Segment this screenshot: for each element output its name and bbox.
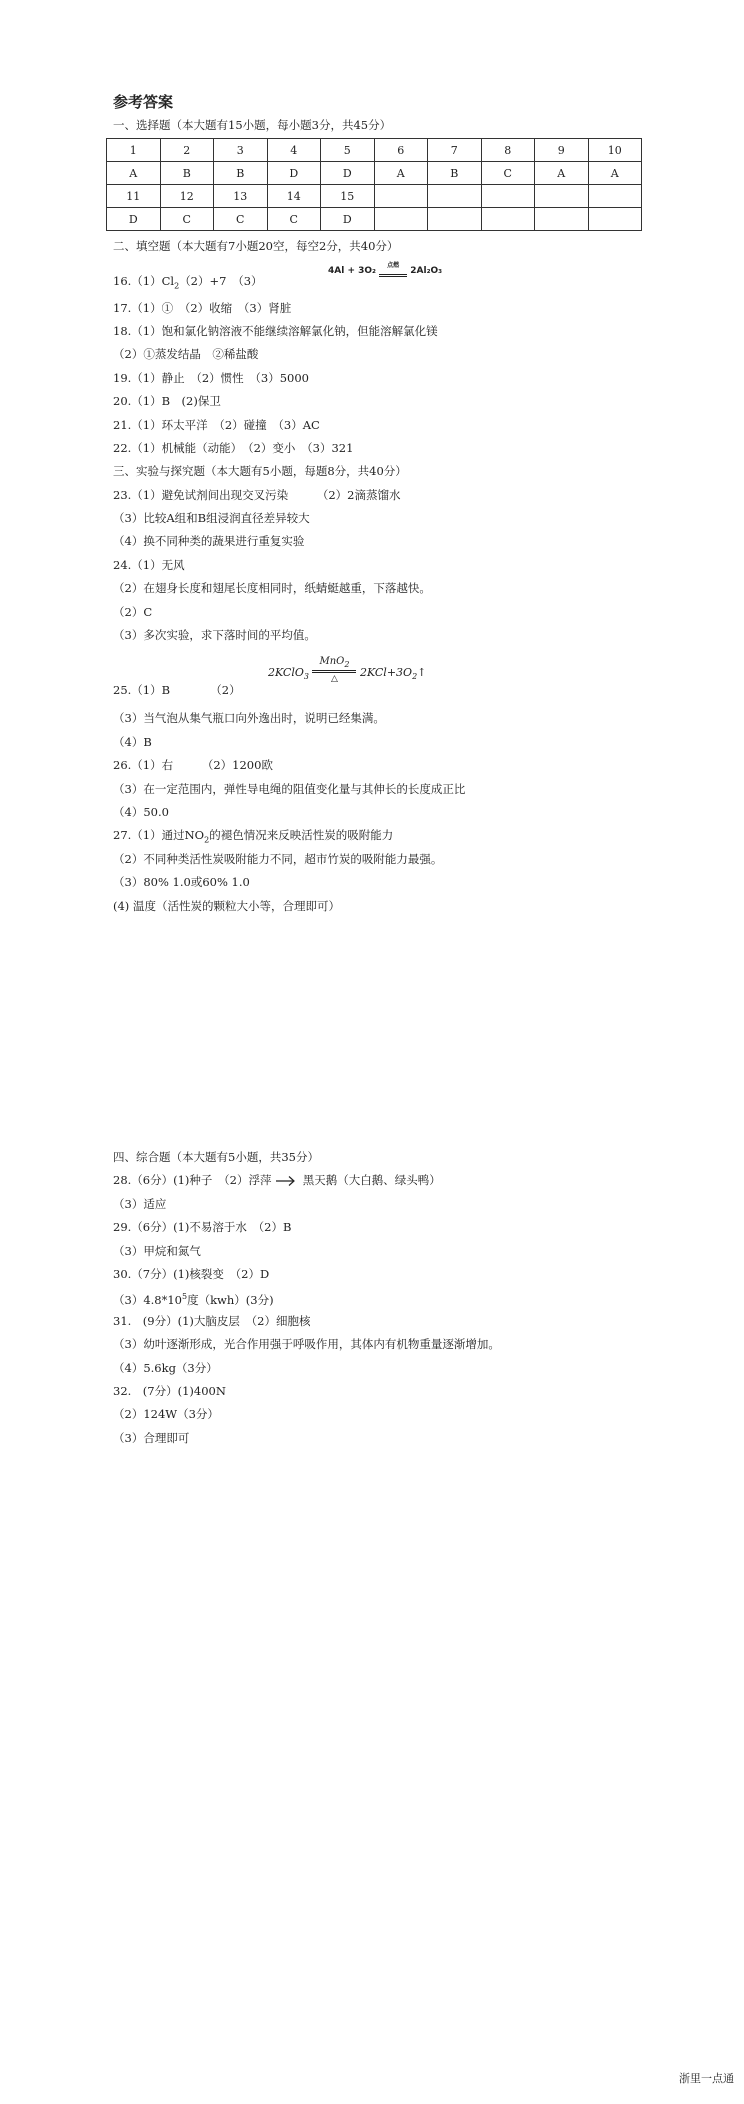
arrow-icon: [275, 1175, 299, 1191]
page-title: 参考答案: [113, 93, 174, 111]
table-row: [107, 139, 642, 162]
table-cell: A: [588, 162, 642, 185]
table-cell: 3: [214, 139, 268, 162]
footer-watermark: 浙里一点通: [679, 2072, 734, 2085]
table-cell: [535, 208, 589, 231]
answer-q18: 18.（1）饱和氯化钠溶液不能继续溶解氯化钠，但能溶解氯化镁: [113, 324, 438, 338]
table-cell: A: [374, 162, 428, 185]
answer-q25-part4: （4）B: [113, 735, 152, 749]
table-cell: A: [535, 162, 589, 185]
answer-q23-part4: （4）换不同种类的蔬果进行重复实验: [113, 534, 305, 548]
answer-q25: 25.（1）B （2）: [113, 683, 241, 697]
table-cell: A: [107, 162, 161, 185]
section-heading-experiment: 三、实验与探究题（本大题有5小题，每题8分，共40分）: [113, 464, 407, 478]
answer-q23-part3: （3）比较A组和B组浸润直径差异较大: [113, 511, 310, 525]
table-cell: C: [160, 208, 214, 231]
answer-q32: 32. (7分）(1)400N: [113, 1384, 226, 1398]
answer-q32-part2: （2）124W（3分）: [113, 1407, 219, 1421]
table-cell: D: [321, 208, 375, 231]
table-cell: C: [267, 208, 321, 231]
answer-q16: $16.(1)Cl_2(2)+7$ （3）: [113, 274, 263, 291]
answer-q27: 27.（1）通过$NO_2$的褪色情况来反映活性炭的吸附能力: [113, 828, 394, 845]
section-heading-fill: 二、填空题（本大题有7小题20空，每空2分，共40分）: [113, 239, 399, 253]
answer-q29-part3: （3）甲烷和氮气: [113, 1244, 201, 1258]
table-cell: 14: [267, 185, 321, 208]
table-cell: [481, 208, 535, 231]
table-cell: 15: [321, 185, 375, 208]
table-cell: 13: [214, 185, 268, 208]
table-cell: B: [214, 162, 268, 185]
answer-q28: 28.（6分）(1)种子 （2）浮萍 黑天鹅（大白鹅、绿头鸭）: [113, 1172, 441, 1188]
answer-q24-part2: （2）在翅身长度和翅尾长度相同时，纸蜻蜓越重，下落越快。: [113, 581, 431, 595]
table-cell: [588, 185, 642, 208]
answer-q31-part4: （4）5.6kg（3分）: [113, 1361, 218, 1375]
answer-q21: 21.（1）环太平洋 （2）碰撞 （3）AC: [113, 418, 320, 432]
table-cell: 8: [481, 139, 535, 162]
table-cell: 4: [267, 139, 321, 162]
section-heading-comprehensive: 四、综合题（本大题有5小题，共35分）: [113, 1150, 319, 1164]
table-row: [107, 185, 642, 208]
answer-q18-part2: （2）①蒸发结晶 ②稀盐酸: [113, 347, 259, 361]
answer-q31-part3: （3）幼叶逐渐形成，光合作用强于呼吸作用，其体内有机物重量逐渐增加。: [113, 1337, 500, 1351]
answer-q24-part3: （3）多次实验，求下落时间的平均值。: [113, 628, 316, 642]
table-cell: 9: [535, 139, 589, 162]
table-cell: [588, 208, 642, 231]
table-cell: 10: [588, 139, 642, 162]
answer-q20: 20.（1）B (2)保卫: [113, 394, 221, 408]
answer-q31: 31. (9分）(1)大脑皮层 （2）细胞核: [113, 1314, 311, 1328]
table-row: [107, 162, 642, 185]
answer-q19: 19.（1）静止 （2）惯性 （3）5000: [113, 371, 310, 385]
chemical-equation-16: 4Al + 3O₂ $^{点燃}$ 2Al₂O₃: [328, 262, 443, 276]
table-cell: 7: [428, 139, 482, 162]
table-cell: C: [214, 208, 268, 231]
table-cell: B: [428, 162, 482, 185]
table-cell: D: [107, 208, 161, 231]
answer-q27-part2: （2）不同种类活性炭吸附能力不同，超市竹炭的吸附能力最强。: [113, 852, 443, 866]
table-cell: B: [160, 162, 214, 185]
table-cell: 11: [107, 185, 161, 208]
table-cell: 2: [160, 139, 214, 162]
answer-q28-part3: （3）适应: [113, 1197, 167, 1211]
answer-table: [106, 138, 642, 231]
table-cell: 6: [374, 139, 428, 162]
answer-q23: 23.（1）避免试剂间出现交叉污染 （2）2滴蒸馏水: [113, 488, 401, 502]
answer-q17: 17.（1）① （2）收缩 （3）肾脏: [113, 301, 292, 315]
table-cell: 12: [160, 185, 214, 208]
answer-q24: 24.（1）无风: [113, 558, 185, 572]
answer-q30-part3: $(3)4.8*10^5$度（kwh）(3分): [113, 1292, 274, 1307]
answer-q27-part4: (4) 温度（活性炭的颗粒大小等，合理即可）: [113, 899, 340, 913]
answer-q29: 29.（6分）(1)不易溶于水 （2）B: [113, 1220, 292, 1234]
table-cell: 1: [107, 139, 161, 162]
table-row: [107, 208, 642, 231]
answer-q25-part3: （3）当气泡从集气瓶口向外逸出时，说明已经集满。: [113, 711, 385, 725]
table-cell: [535, 185, 589, 208]
table-cell: [481, 185, 535, 208]
answer-q26-part4: （4）50.0: [113, 805, 169, 819]
chemical-equation-25: 2KClO$_3$ MnO$_2$ △ $2KCl+3O_2↑$: [268, 656, 427, 685]
table-cell: C: [481, 162, 535, 185]
answer-q26: 26.（1）右 （2）1200欧: [113, 758, 273, 772]
table-cell: [428, 185, 482, 208]
table-cell: [374, 208, 428, 231]
answer-q22: 22.（1）机械能（动能） （2）变小 （3）321: [113, 441, 354, 455]
answer-q30: 30.（7分）(1)核裂变 （2）D: [113, 1267, 270, 1281]
answer-q32-part3: （3）合理即可: [113, 1431, 190, 1445]
table-cell: D: [321, 162, 375, 185]
table-cell: [428, 208, 482, 231]
answer-q26-part3: （3）在一定范围内，弹性导电绳的阻值变化量与其伸长的长度成正比: [113, 782, 466, 796]
table-cell: 5: [321, 139, 375, 162]
answer-q27-part3: （3）80% 1.0或60% 1.0: [113, 875, 250, 889]
section-heading-choice: 一、选择题（本大题有15小题，每小题3分，共45分）: [113, 118, 392, 132]
table-cell: [374, 185, 428, 208]
answer-q24-part2c: （2）C: [113, 605, 153, 619]
table-cell: D: [267, 162, 321, 185]
